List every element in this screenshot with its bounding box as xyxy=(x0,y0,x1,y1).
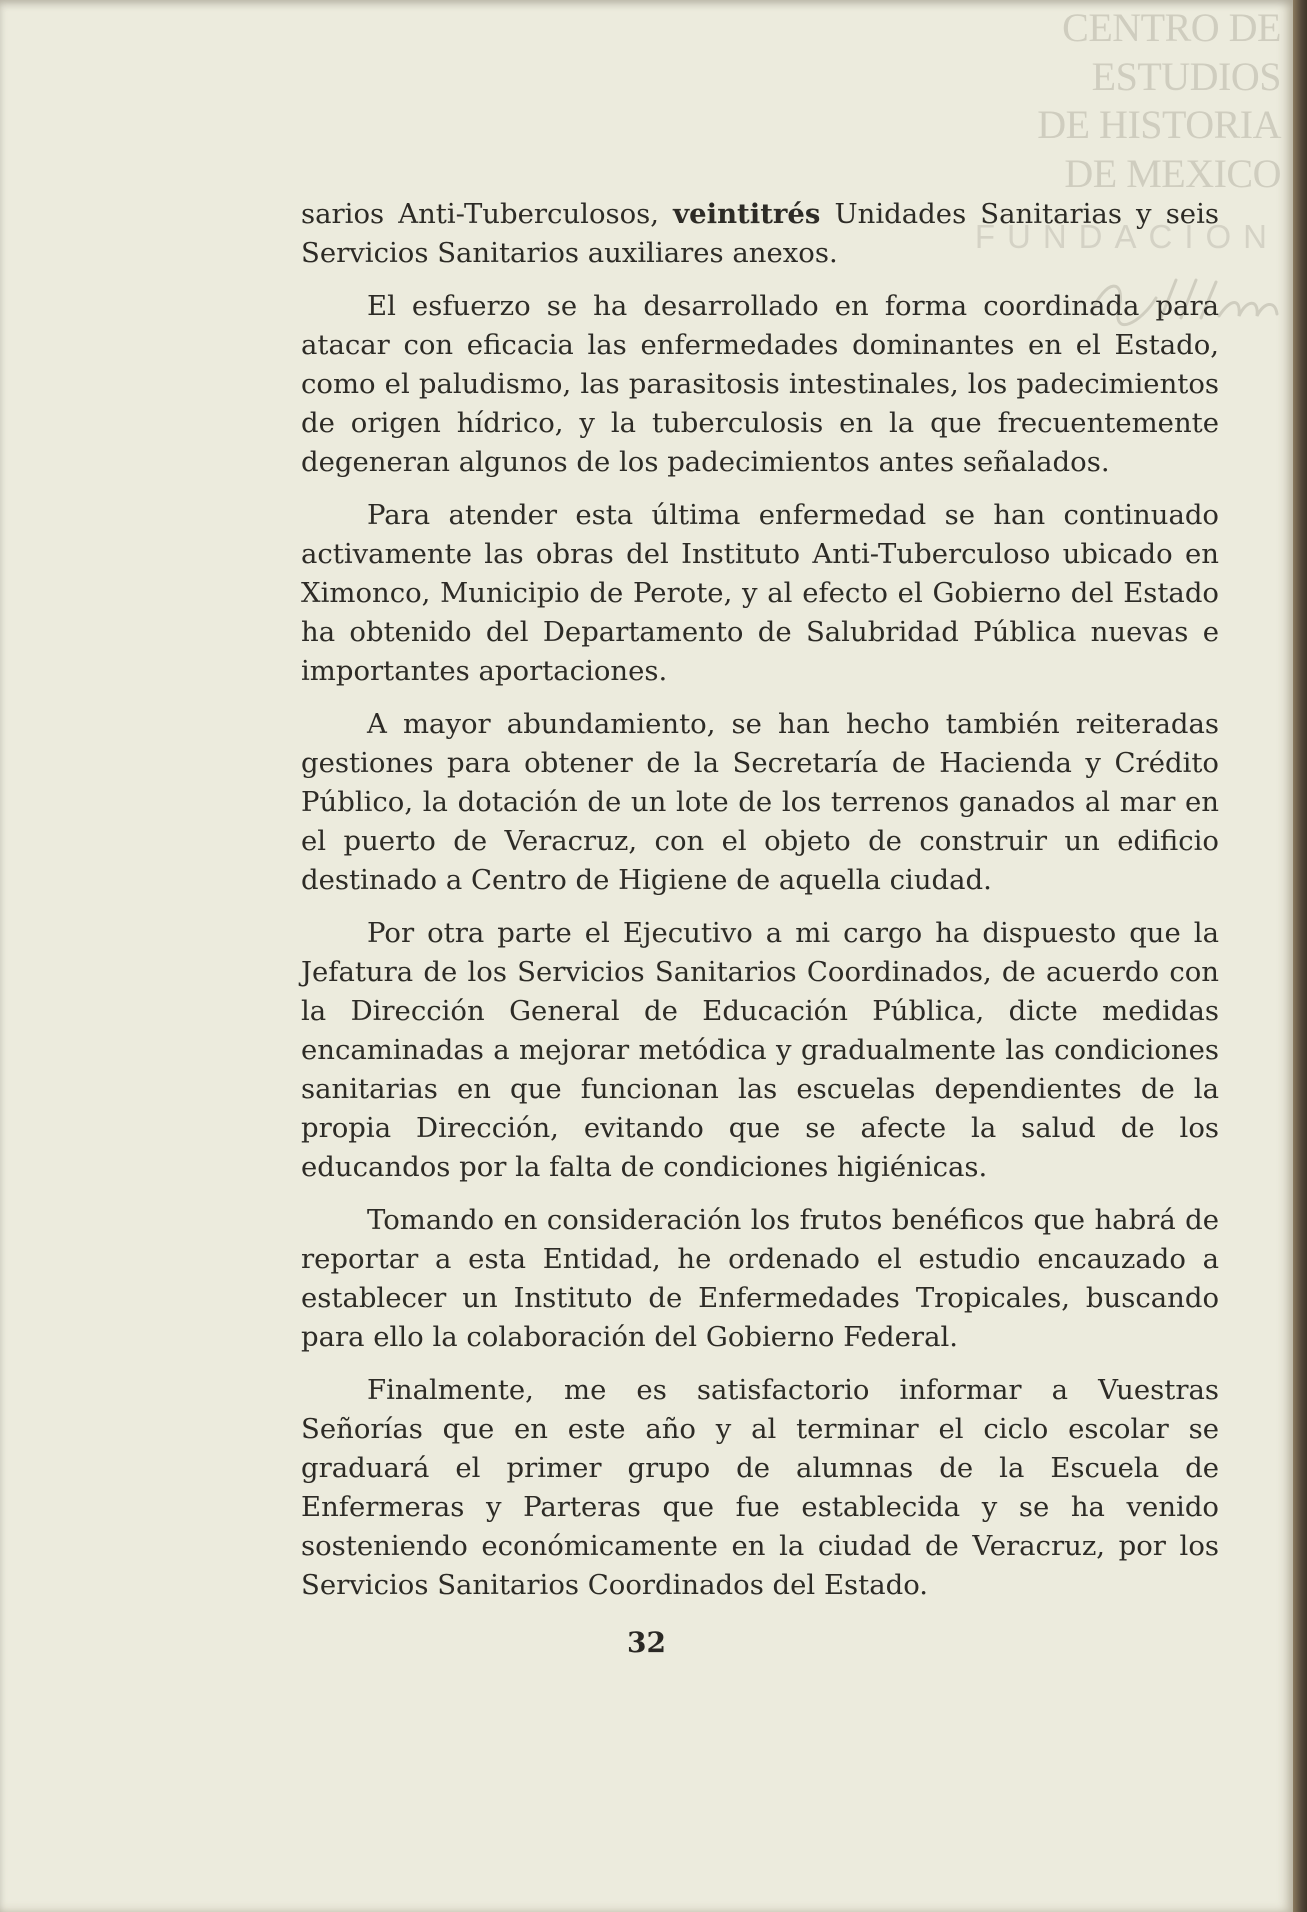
paragraph: Finalmente, me es satisfactorio informar a Vuestras Señorías que en este año y al terminar el ciclo escolar se graduará el primer grupo de alumnas de la Escuela de Enfermeras y Parteras que fue establecida y se ha venido sosteniendo económicamente en la ciudad de Veracruz, por los Servicios Sanitarios Coordinados del Estado. xyxy=(301,1374,1219,1601)
body-text xyxy=(301,195,1219,1619)
watermark-line: DE HISTORIA xyxy=(1037,102,1281,147)
page-edge xyxy=(1293,0,1307,1912)
page-number: 32 xyxy=(627,1626,666,1659)
watermark-line: DE MEXICO xyxy=(1064,150,1281,196)
paragraph: A mayor abundamiento, se han hecho también reiteradas gestiones para obtener de la Secretaría de Hacienda y Crédito Público, la dotación de un lote de los terrenos ganados al mar en el puerto de Veracruz, con el objeto de construir un edificio destinado a Centro de Higiene de aquella ciudad. xyxy=(301,708,1219,896)
paragraph-bold-text: veintitrés xyxy=(673,198,821,230)
paragraph xyxy=(301,195,1219,273)
paragraph-text: Unidades Sanitarias y seis Servicios Sanitarios auxiliares anexos. xyxy=(301,198,1219,269)
paragraph-text: sarios Anti-Tuberculosos, xyxy=(301,198,674,230)
watermark-line: CENTRO DE xyxy=(1062,5,1281,50)
watermark-line: ESTUDIOS xyxy=(1091,53,1281,99)
paragraph: Por otra parte el Ejecutivo a mi cargo ha dispuesto que la Jefatura de los Servicios Sanitarios Coordinados, de acuerdo con la Dirección General de Educación Pública, dicte medidas encaminadas a mejorar metódica y gradualmente las condiciones sanitarias en que funcionan las escuelas dependientes de la propia Dirección, evitando que se afecte la salud de los educandos por la falta de condiciones higiénicas. xyxy=(301,917,1219,1183)
paragraph: Para atender esta última enfermedad se han continuado activamente las obras del Instituto Anti-Tuberculoso ubicado en Ximonco, Municipio de Perote, y al efecto el Gobierno del Estado ha obtenido del Departamento de Salubridad Pública nuevas e importantes aportaciones. xyxy=(301,499,1219,687)
paragraph: Tomando en consideración los frutos benéficos que habrá de reportar a esta Entidad, he ordenado el estudio encauzado a establecer un Instituto de Enfermedades Tropicales, buscando para ello la colaboración del Gobierno Federal. xyxy=(301,1204,1219,1353)
watermark-foundation: FUNDACION xyxy=(974,218,1279,255)
archive-watermark xyxy=(981,4,1281,198)
paragraph: El esfuerzo se ha desarrollado en forma coordinada para atacar con eficacia las enfermedades dominantes en el Estado, como el paludismo, las parasitosis intestinales, los padecimientos de origen hídrico, y la tuberculosis en la que frecuentemente degeneran algunos de los padecimientos antes señalados. xyxy=(301,290,1219,478)
